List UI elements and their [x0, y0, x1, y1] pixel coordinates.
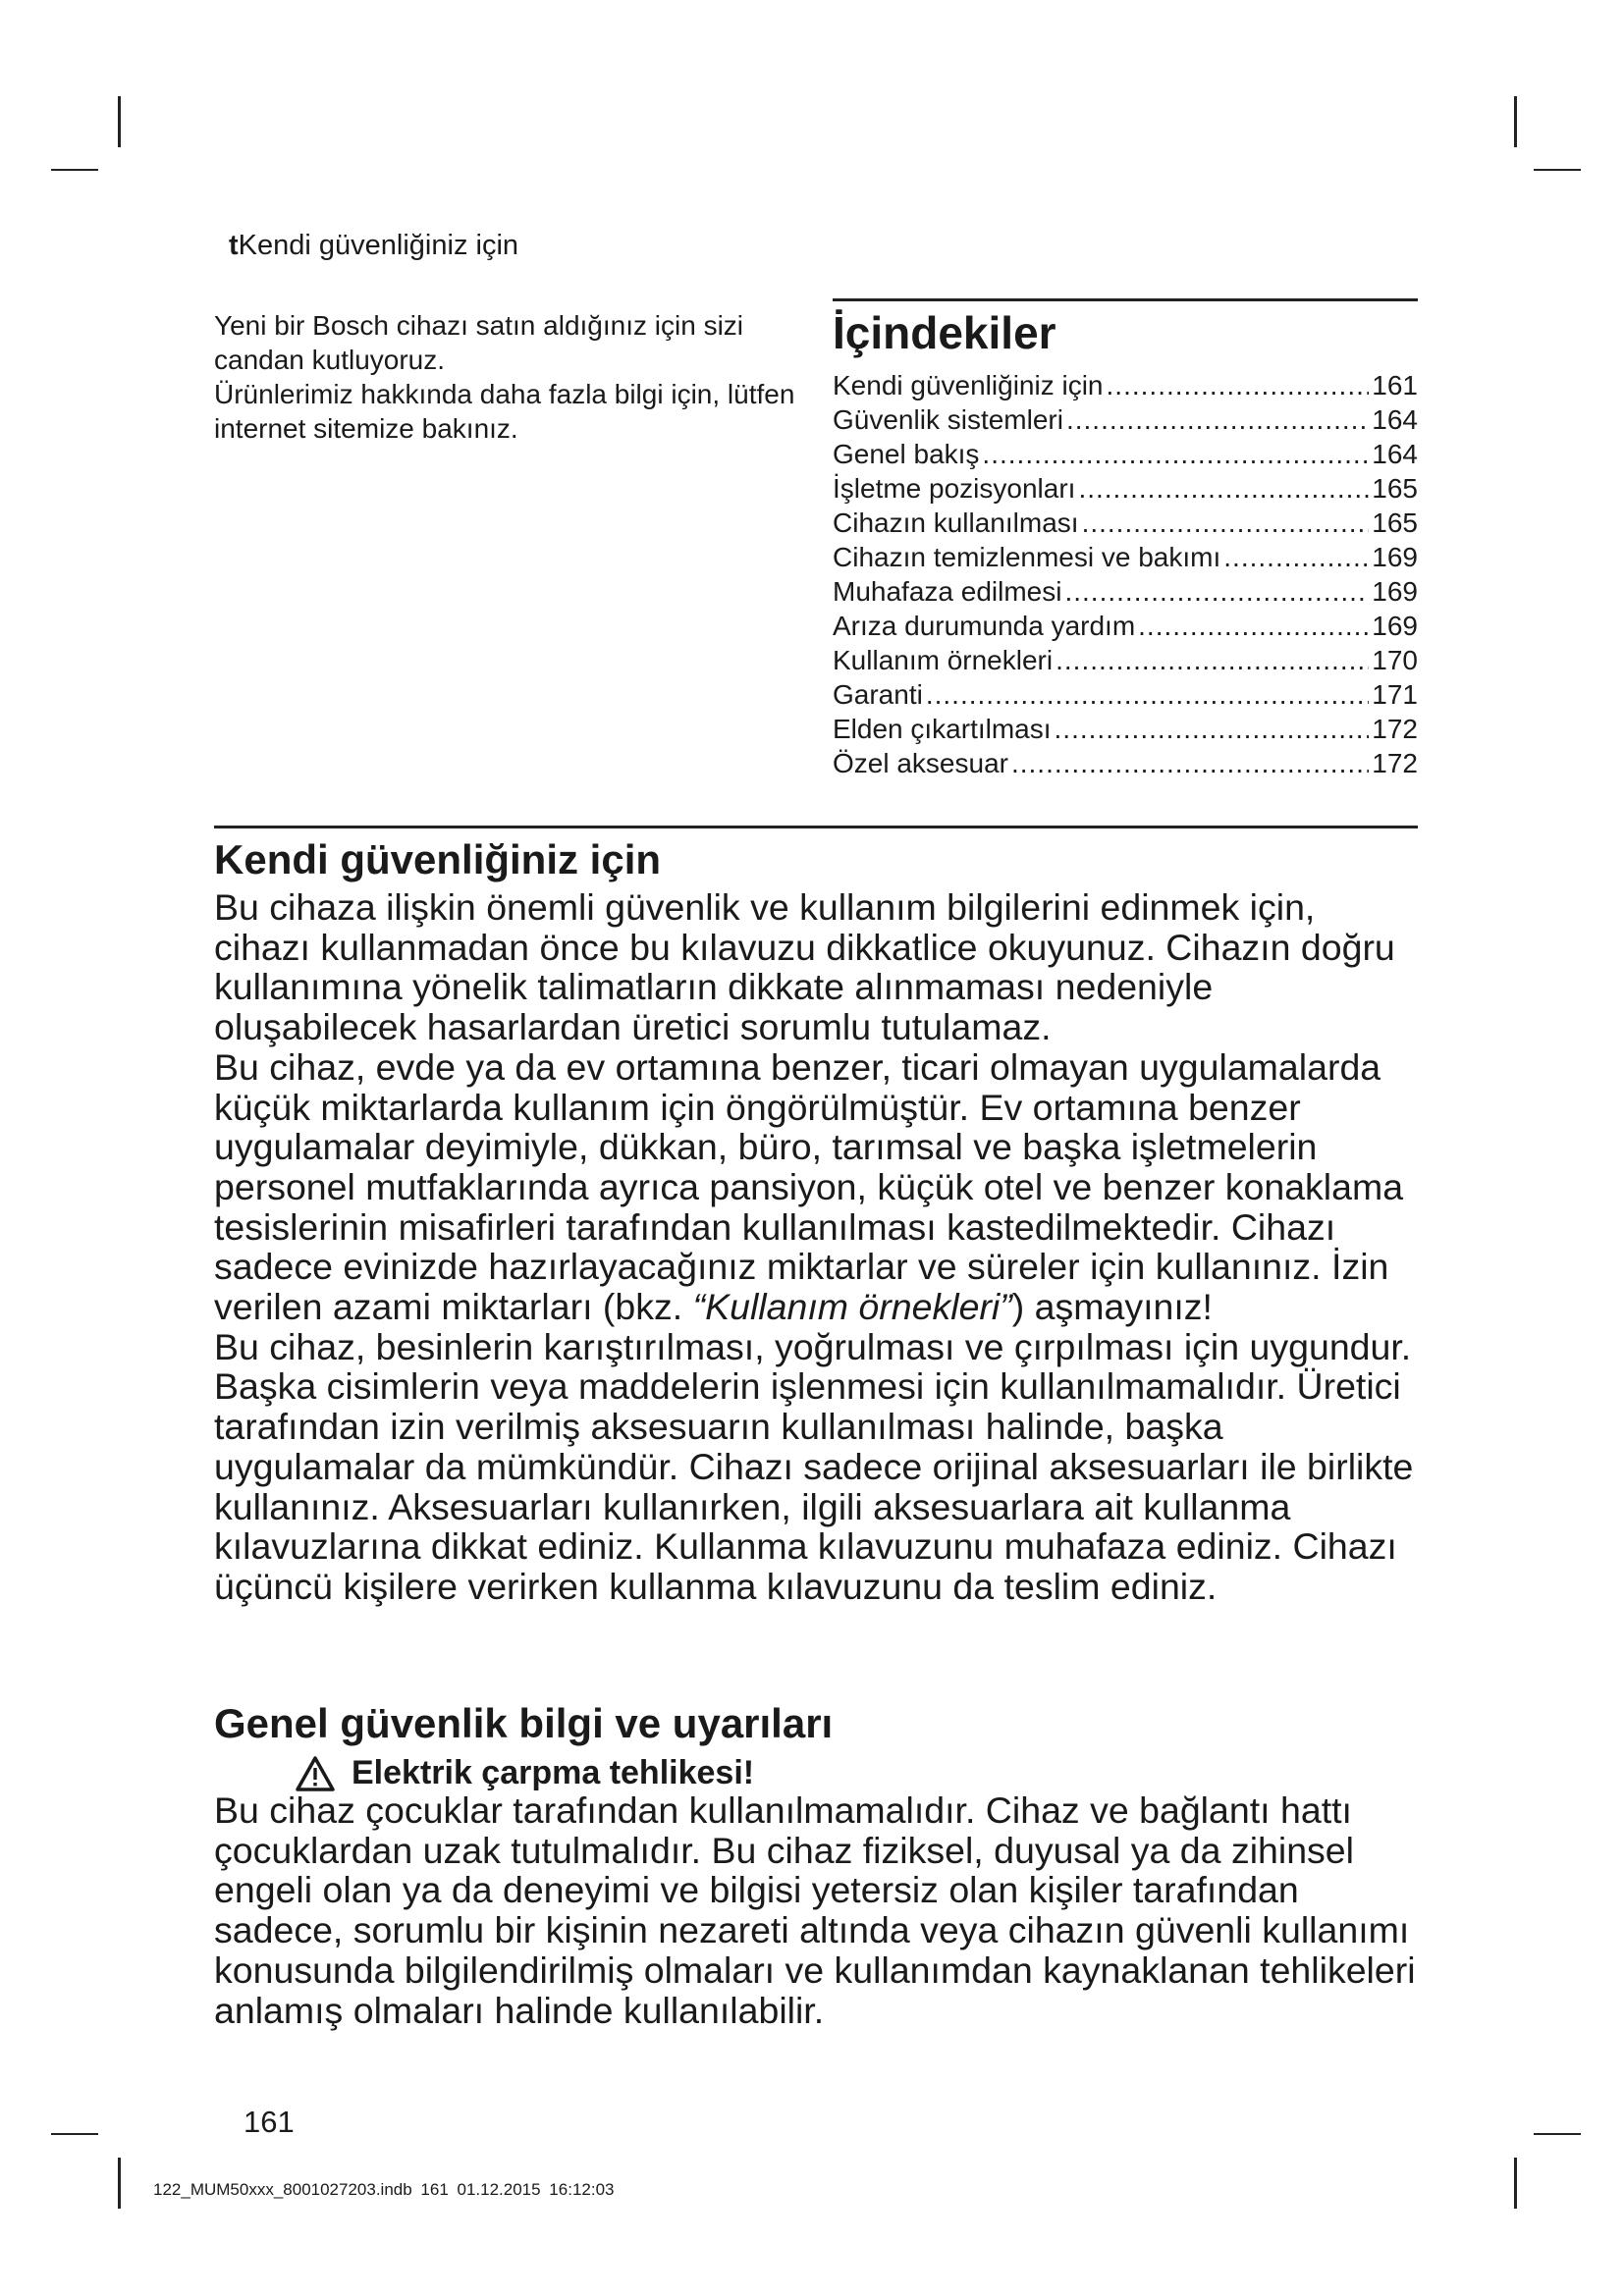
toc-item-page: 165: [1372, 507, 1418, 538]
section-divider: [214, 826, 1418, 828]
body-paragraph: [214, 1047, 1418, 1327]
print-footer: 122_MUM50xxx_8001027203.indb 161 01.12.2015 16:12:03: [153, 2180, 615, 2199]
crop-mark-bottom-right-horizontal: [1534, 2133, 1581, 2135]
section-heading: Kendi güvenliğiniz için: [214, 836, 662, 882]
toc-item-page: 170: [1372, 645, 1418, 675]
toc-item-label: Cihazın kullanılması: [833, 507, 1079, 538]
toc-item-page: 172: [1372, 714, 1418, 744]
toc-item[interactable]: [833, 609, 1418, 643]
toc-divider: [833, 298, 1418, 301]
toc-dot-leader: [926, 677, 1369, 712]
toc-dot-leader: [1011, 746, 1369, 780]
crop-mark-top-right-horizontal: [1534, 169, 1581, 171]
toc-item-page: 164: [1372, 404, 1418, 435]
body-text: ) aşmayınız!: [1011, 1286, 1213, 1328]
crop-mark-top-left-horizontal: [51, 169, 98, 171]
crop-mark-bottom-left-horizontal: [51, 2133, 98, 2135]
warning-heading: [295, 1754, 754, 1792]
toc-item[interactable]: [833, 437, 1418, 471]
intro-paragraph: Yeni bir Bosch cihazı satın aldığınız için sizi candan kutluyoruz.: [214, 310, 744, 375]
toc-dot-leader: [1055, 712, 1370, 746]
toc-item[interactable]: [833, 471, 1418, 506]
toc-dot-leader: [1066, 402, 1369, 437]
toc-item-label: Cihazın temizlenmesi ve bakımı: [833, 542, 1221, 572]
toc-item-label: Kendi güvenliğiniz için: [833, 370, 1104, 400]
toc-item[interactable]: [833, 712, 1418, 746]
toc-dot-leader: [982, 437, 1369, 471]
toc-item-label: Garanti: [833, 679, 923, 710]
page-number: 161: [244, 2105, 295, 2139]
section-heading: Genel güvenlik bilgi ve uyarıları: [214, 1700, 834, 1746]
running-header-title: Kendi güvenliğiniz için: [238, 230, 519, 261]
crop-mark-bottom-left-vertical: [118, 2158, 121, 2209]
toc-item-page: 161: [1372, 370, 1418, 400]
toc-item-label: Özel aksesuar: [833, 748, 1008, 778]
toc-item-label: Muhafaza edilmesi: [833, 576, 1062, 607]
body-text: Bu cihaz, evde ya da ev ortamına benzer, ticari olmayan uygulamalarda küçük miktarlarda kullanım için öngörülmüştür. Ev ortamına benzer uygulamalar deyimiyle, dükkan, büro, tarımsal ve başka işletmelerin personel mutfaklarında ayrıca pansiyon, küçük otel ve benzer konaklama tesislerinin misafirleri tarafından kullanılması kastedilmektedir. Cihazı sadece evinizde hazırlayacağınız miktarlar ve süreler için kullanınız. İzin verilen azami miktarları (bkz.: [214, 1045, 1404, 1328]
toc-item-page: 169: [1372, 576, 1418, 607]
toc-item-label: Kullanım örnekleri: [833, 645, 1054, 675]
warning-triangle-icon: [295, 1755, 336, 1792]
toc-item[interactable]: [833, 540, 1418, 574]
running-header-marker: t: [229, 230, 239, 261]
section-body: [214, 1790, 1418, 2030]
crop-mark-top-right-vertical: [1514, 96, 1517, 147]
toc-title: İçindekiler: [833, 307, 1056, 358]
body-paragraph: Bu cihaz, besinlerin karıştırılması, yoğrulması ve çırpılması için uygundur. Başka cisimlerin veya maddelerin işlenmesi için kullanılmamalıdır. Üretici tarafından izin verilmiş aksesuarın kullanılması halinde, başka uygulamalar da mümkündür. Cihazı sadece orijinal aksesuarları ile birlikte kullanınız. Aksesuarları kullanırken, ilgili aksesuarlara ait kullanma kılavuzlarına dikkat ediniz. Kullanma kılavuzunu muhafaza ediniz. Cihazı üçüncü kişilere verirken kullanma kılavuzunu da teslim ediniz.: [214, 1325, 1414, 1607]
toc-item[interactable]: [833, 643, 1418, 677]
running-header: [229, 230, 518, 262]
toc-item[interactable]: [833, 368, 1418, 402]
intro-paragraph: Ürünlerimiz hakkında daha fazla bilgi için, lütfen internet sitemize bakınız.: [214, 379, 795, 444]
toc-dot-leader: [1056, 643, 1369, 677]
toc-item-label: Arıza durumunda yardım: [833, 611, 1136, 641]
body-paragraph: Bu cihaz çocuklar tarafından kullanılmamalıdır. Cihaz ve bağlantı hattı çocuklardan uzak tutulmalıdır. Bu cihaz fiziksel, duyusal ya da zihinsel engeli olan ya da deneyimi ve bilgisi yetersiz olan kişiler tarafından sadece, sorumlu bir kişinin nezareti altında veya cihazın güvenli kullanımı konusunda bilgilendirilmiş olmaları ve kullanımdan kaynaklanan tehlikeleri anlamış olmaları halinde kullanılabilir.: [214, 1789, 1416, 2031]
toc-item[interactable]: [833, 402, 1418, 437]
toc-item[interactable]: [833, 677, 1418, 712]
toc-dot-leader: [1078, 471, 1369, 506]
toc-item-label: Genel bakış: [833, 439, 980, 469]
toc-item-page: 164: [1372, 439, 1418, 469]
toc-dot-leader: [1064, 574, 1369, 609]
toc-item-label: İşletme pozisyonları: [833, 473, 1076, 504]
toc-item-page: 172: [1372, 748, 1418, 778]
body-paragraph: Bu cihaza ilişkin önemli güvenlik ve kullanım bilgilerini edinmek için, cihazı kullanmadan önce bu kılavuzu dikkatlice okuyunuz. Cihazın doğru kullanımına yönelik talimatların dikkate alınmaması nedeniyle oluşabilecek hasarlardan üretici sorumlu tutulamaz.: [214, 886, 1395, 1048]
toc-item[interactable]: [833, 574, 1418, 609]
toc-item-label: Elden çıkartılması: [833, 714, 1052, 744]
toc-item-page: 165: [1372, 473, 1418, 504]
toc-dot-leader: [1138, 609, 1369, 643]
table-of-contents: [833, 368, 1418, 780]
crop-mark-bottom-right-vertical: [1514, 2158, 1517, 2209]
toc-dot-leader: [1107, 368, 1370, 402]
toc-item-label: Güvenlik sistemleri: [833, 404, 1063, 435]
toc-item-page: 171: [1372, 679, 1418, 710]
toc-item[interactable]: [833, 506, 1418, 540]
toc-item[interactable]: [833, 746, 1418, 780]
toc-item-page: 169: [1372, 542, 1418, 572]
warning-title: Elektrik çarpma tehlikesi!: [352, 1754, 755, 1791]
cross-reference-link[interactable]: “Kullanım örnekleri”: [692, 1286, 1012, 1328]
intro-text: [214, 308, 803, 446]
toc-item-page: 169: [1372, 611, 1418, 641]
toc-dot-leader: [1223, 540, 1369, 574]
crop-mark-top-left-vertical: [118, 96, 121, 147]
section-body: [214, 887, 1418, 1607]
toc-dot-leader: [1082, 506, 1370, 540]
